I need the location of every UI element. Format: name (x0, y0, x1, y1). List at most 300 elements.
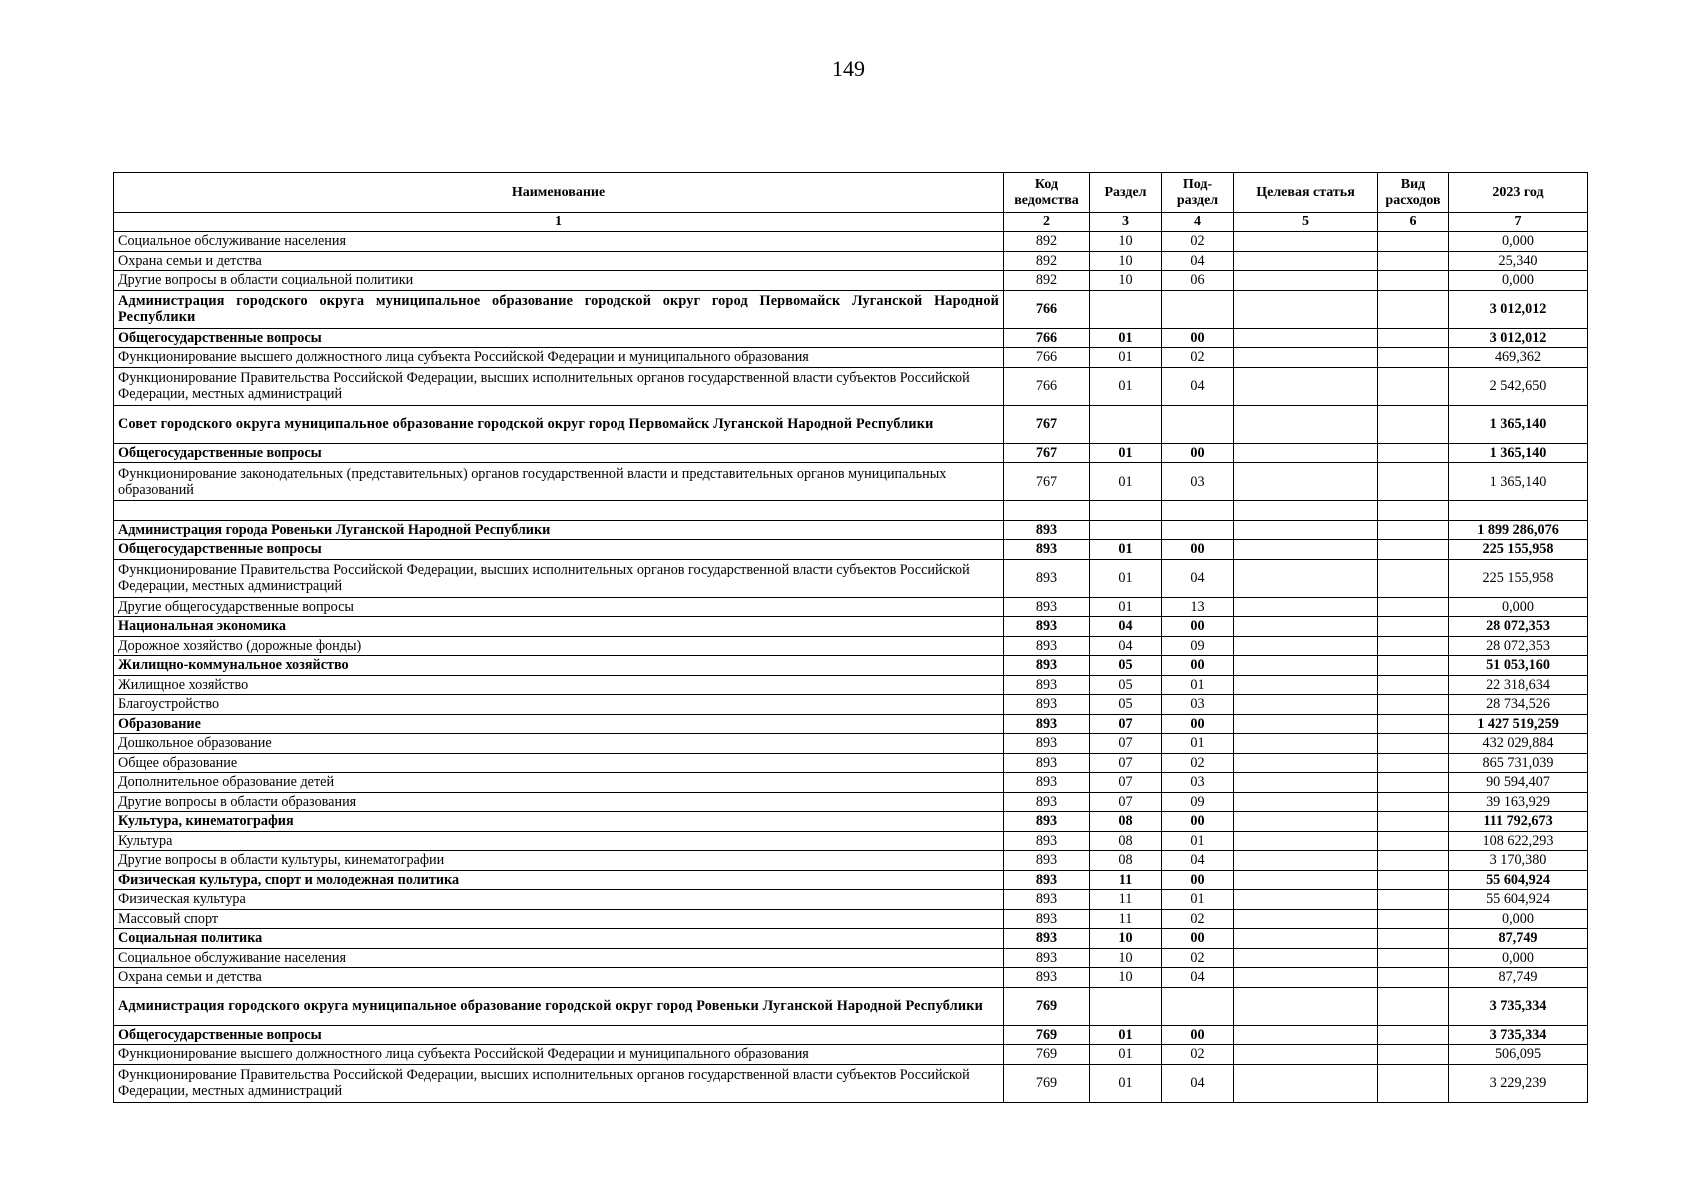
table-row (114, 251, 1588, 271)
table-row (114, 831, 1588, 851)
cell-podrazdel: 00 (1162, 443, 1234, 463)
column-number: 2 (1004, 213, 1090, 232)
cell-ved: 767 (1004, 443, 1090, 463)
cell-amount: 0,000 (1449, 271, 1588, 291)
cell-expense-type (1378, 559, 1449, 597)
cell-name: Социальная политика (114, 929, 1004, 949)
cell-target-article (1234, 405, 1378, 443)
table-row (114, 870, 1588, 890)
cell-ved: 893 (1004, 870, 1090, 890)
cell-target-article (1234, 463, 1378, 501)
table-row (114, 656, 1588, 676)
table-row (114, 540, 1588, 560)
cell-razdel: 07 (1090, 773, 1162, 793)
cell-podrazdel: 00 (1162, 617, 1234, 637)
cell-amount: 0,000 (1449, 948, 1588, 968)
cell-razdel: 01 (1090, 1025, 1162, 1045)
cell-amount: 0,000 (1449, 597, 1588, 617)
cell-podrazdel (1162, 405, 1234, 443)
cell-amount: 1 365,140 (1449, 443, 1588, 463)
header-vr: Вид расходов (1378, 173, 1449, 213)
cell-razdel: 01 (1090, 463, 1162, 501)
cell-target-article (1234, 987, 1378, 1025)
cell-razdel: 07 (1090, 753, 1162, 773)
cell-amount: 225 155,958 (1449, 540, 1588, 560)
cell-ved: 766 (1004, 367, 1090, 405)
cell-expense-type (1378, 812, 1449, 832)
cell-expense-type (1378, 367, 1449, 405)
cell-ved: 893 (1004, 753, 1090, 773)
cell-amount: 3 012,012 (1449, 290, 1588, 328)
header-ved: Код ведомства (1004, 173, 1090, 213)
table-row (114, 929, 1588, 949)
cell-expense-type (1378, 753, 1449, 773)
cell-razdel: 01 (1090, 540, 1162, 560)
cell-podrazdel: 03 (1162, 773, 1234, 793)
cell-expense-type (1378, 617, 1449, 637)
cell-podrazdel: 01 (1162, 734, 1234, 754)
cell-podrazdel: 04 (1162, 851, 1234, 871)
cell-ved (1004, 501, 1090, 521)
cell-ved: 893 (1004, 714, 1090, 734)
column-number: 3 (1090, 213, 1162, 232)
cell-amount: 1 427 519,259 (1449, 714, 1588, 734)
cell-podrazdel: 02 (1162, 753, 1234, 773)
cell-name: Функционирование высшего должностного лица субъекта Российской Федерации и муниципального образования (114, 348, 1004, 368)
cell-razdel: 08 (1090, 851, 1162, 871)
cell-expense-type (1378, 443, 1449, 463)
cell-podrazdel: 00 (1162, 540, 1234, 560)
cell-podrazdel: 01 (1162, 675, 1234, 695)
table-row (114, 443, 1588, 463)
cell-razdel: 10 (1090, 948, 1162, 968)
cell-razdel (1090, 520, 1162, 540)
cell-target-article (1234, 501, 1378, 521)
cell-podrazdel: 02 (1162, 909, 1234, 929)
cell-name: Социальное обслуживание населения (114, 232, 1004, 252)
table-row (114, 753, 1588, 773)
cell-amount: 55 604,924 (1449, 890, 1588, 910)
cell-target-article (1234, 636, 1378, 656)
cell-name: Совет городского округа муниципальное образование городской округ город Первомайск Луганской Народной Республики (114, 405, 1004, 443)
cell-name: Другие вопросы в области социальной политики (114, 271, 1004, 291)
cell-expense-type (1378, 328, 1449, 348)
cell-name: Охрана семьи и детства (114, 251, 1004, 271)
cell-amount: 39 163,929 (1449, 792, 1588, 812)
cell-expense-type (1378, 870, 1449, 890)
cell-name (114, 501, 1004, 521)
cell-razdel: 05 (1090, 695, 1162, 715)
cell-target-article (1234, 948, 1378, 968)
cell-amount: 55 604,924 (1449, 870, 1588, 890)
cell-amount: 28 734,526 (1449, 695, 1588, 715)
cell-name: Дорожное хозяйство (дорожные фонды) (114, 636, 1004, 656)
cell-amount: 432 029,884 (1449, 734, 1588, 754)
cell-target-article (1234, 1064, 1378, 1102)
column-number: 1 (114, 213, 1004, 232)
table-row (114, 405, 1588, 443)
cell-amount: 87,749 (1449, 968, 1588, 988)
cell-amount: 1 365,140 (1449, 405, 1588, 443)
cell-name: Физическая культура (114, 890, 1004, 910)
cell-expense-type (1378, 1045, 1449, 1065)
cell-ved: 893 (1004, 597, 1090, 617)
cell-name: Охрана семьи и детства (114, 968, 1004, 988)
cell-name: Общегосударственные вопросы (114, 443, 1004, 463)
cell-podrazdel: 01 (1162, 831, 1234, 851)
cell-podrazdel: 00 (1162, 656, 1234, 676)
cell-expense-type (1378, 929, 1449, 949)
cell-target-article (1234, 290, 1378, 328)
cell-name: Общее образование (114, 753, 1004, 773)
cell-name: Образование (114, 714, 1004, 734)
cell-razdel: 01 (1090, 597, 1162, 617)
cell-amount: 28 072,353 (1449, 617, 1588, 637)
cell-podrazdel: 03 (1162, 463, 1234, 501)
cell-razdel: 04 (1090, 617, 1162, 637)
cell-ved: 766 (1004, 290, 1090, 328)
cell-name: Общегосударственные вопросы (114, 328, 1004, 348)
table-row (114, 714, 1588, 734)
cell-expense-type (1378, 597, 1449, 617)
cell-razdel: 10 (1090, 232, 1162, 252)
cell-ved: 892 (1004, 251, 1090, 271)
table-row (114, 695, 1588, 715)
cell-expense-type (1378, 773, 1449, 793)
cell-target-article (1234, 251, 1378, 271)
cell-ved: 893 (1004, 929, 1090, 949)
cell-target-article (1234, 831, 1378, 851)
table-row (114, 636, 1588, 656)
cell-ved: 893 (1004, 520, 1090, 540)
cell-ved: 892 (1004, 232, 1090, 252)
table-row (114, 597, 1588, 617)
cell-razdel: 01 (1090, 443, 1162, 463)
cell-razdel: 04 (1090, 636, 1162, 656)
cell-amount: 28 072,353 (1449, 636, 1588, 656)
cell-amount: 87,749 (1449, 929, 1588, 949)
cell-podrazdel: 00 (1162, 812, 1234, 832)
budget-table (113, 172, 1588, 1103)
cell-expense-type (1378, 987, 1449, 1025)
cell-expense-type (1378, 1025, 1449, 1045)
cell-target-article (1234, 271, 1378, 291)
cell-target-article (1234, 773, 1378, 793)
cell-razdel (1090, 405, 1162, 443)
cell-ved: 892 (1004, 271, 1090, 291)
cell-razdel: 07 (1090, 792, 1162, 812)
cell-name: Администрация городского округа муниципальное образование городской округ город Ровеньки Луганской Народной Республики (114, 987, 1004, 1025)
cell-podrazdel: 01 (1162, 890, 1234, 910)
table-row (114, 501, 1588, 521)
cell-ved: 893 (1004, 734, 1090, 754)
cell-target-article (1234, 232, 1378, 252)
cell-podrazdel: 04 (1162, 367, 1234, 405)
cell-name: Жилищное хозяйство (114, 675, 1004, 695)
cell-podrazdel: 00 (1162, 929, 1234, 949)
cell-razdel: 01 (1090, 367, 1162, 405)
cell-target-article (1234, 870, 1378, 890)
table-row (114, 812, 1588, 832)
header-name: Наименование (114, 173, 1004, 213)
cell-expense-type (1378, 890, 1449, 910)
column-number: 4 (1162, 213, 1234, 232)
cell-razdel: 08 (1090, 831, 1162, 851)
cell-podrazdel: 04 (1162, 559, 1234, 597)
cell-ved: 893 (1004, 675, 1090, 695)
cell-amount: 2 542,650 (1449, 367, 1588, 405)
cell-podrazdel: 04 (1162, 251, 1234, 271)
cell-podrazdel: 02 (1162, 948, 1234, 968)
cell-name: Другие вопросы в области образования (114, 792, 1004, 812)
table-row (114, 1045, 1588, 1065)
cell-target-article (1234, 443, 1378, 463)
cell-ved: 893 (1004, 890, 1090, 910)
cell-ved: 767 (1004, 463, 1090, 501)
cell-target-article (1234, 792, 1378, 812)
cell-target-article (1234, 328, 1378, 348)
cell-ved: 893 (1004, 831, 1090, 851)
cell-name: Функционирование Правительства Российской Федерации, высших исполнительных органов государственной власти субъектов Российской Федерации, местных администраций (114, 559, 1004, 597)
cell-expense-type (1378, 271, 1449, 291)
cell-podrazdel: 02 (1162, 232, 1234, 252)
cell-amount: 865 731,039 (1449, 753, 1588, 773)
cell-podrazdel: 00 (1162, 714, 1234, 734)
cell-expense-type (1378, 792, 1449, 812)
cell-ved: 893 (1004, 656, 1090, 676)
cell-razdel: 11 (1090, 890, 1162, 910)
cell-expense-type (1378, 851, 1449, 871)
cell-ved: 769 (1004, 1045, 1090, 1065)
cell-ved: 769 (1004, 1064, 1090, 1102)
cell-ved: 893 (1004, 695, 1090, 715)
cell-target-article (1234, 617, 1378, 637)
cell-razdel: 07 (1090, 734, 1162, 754)
table-row (114, 890, 1588, 910)
cell-name: Функционирование законодательных (представительных) органов государственной власти и представительных органов муниципальных образований (114, 463, 1004, 501)
cell-amount: 0,000 (1449, 232, 1588, 252)
cell-name: Культура (114, 831, 1004, 851)
cell-amount: 25,340 (1449, 251, 1588, 271)
table-row (114, 520, 1588, 540)
cell-razdel: 01 (1090, 559, 1162, 597)
cell-razdel (1090, 987, 1162, 1025)
cell-name: Массовый спорт (114, 909, 1004, 929)
table-row (114, 792, 1588, 812)
table-row (114, 987, 1588, 1025)
cell-razdel: 05 (1090, 675, 1162, 695)
cell-target-article (1234, 520, 1378, 540)
cell-expense-type (1378, 968, 1449, 988)
cell-razdel: 01 (1090, 1064, 1162, 1102)
table-row (114, 909, 1588, 929)
cell-target-article (1234, 851, 1378, 871)
cell-amount: 22 318,634 (1449, 675, 1588, 695)
cell-expense-type (1378, 714, 1449, 734)
cell-amount: 90 594,407 (1449, 773, 1588, 793)
cell-name: Физическая культура, спорт и молодежная политика (114, 870, 1004, 890)
cell-amount (1449, 501, 1588, 521)
cell-ved: 893 (1004, 792, 1090, 812)
cell-podrazdel (1162, 501, 1234, 521)
column-number-row (114, 213, 1588, 232)
cell-expense-type (1378, 734, 1449, 754)
cell-name: Администрация города Ровеньки Луганской Народной Республики (114, 520, 1004, 540)
cell-razdel: 01 (1090, 348, 1162, 368)
cell-target-article (1234, 559, 1378, 597)
cell-expense-type (1378, 540, 1449, 560)
cell-target-article (1234, 714, 1378, 734)
cell-target-article (1234, 367, 1378, 405)
cell-name: Национальная экономика (114, 617, 1004, 637)
cell-target-article (1234, 695, 1378, 715)
cell-amount: 469,362 (1449, 348, 1588, 368)
cell-expense-type (1378, 348, 1449, 368)
cell-target-article (1234, 753, 1378, 773)
cell-target-article (1234, 968, 1378, 988)
cell-podrazdel (1162, 520, 1234, 540)
cell-expense-type (1378, 290, 1449, 328)
cell-ved: 769 (1004, 1025, 1090, 1045)
cell-target-article (1234, 656, 1378, 676)
cell-name: Дошкольное образование (114, 734, 1004, 754)
cell-amount: 51 053,160 (1449, 656, 1588, 676)
cell-ved: 893 (1004, 540, 1090, 560)
cell-ved: 893 (1004, 617, 1090, 637)
cell-razdel: 07 (1090, 714, 1162, 734)
cell-expense-type (1378, 909, 1449, 929)
cell-razdel: 05 (1090, 656, 1162, 676)
cell-razdel: 10 (1090, 968, 1162, 988)
cell-expense-type (1378, 501, 1449, 521)
cell-name: Жилищно-коммунальное хозяйство (114, 656, 1004, 676)
cell-name: Функционирование Правительства Российской Федерации, высших исполнительных органов государственной власти субъектов Российской Федерации, местных администраций (114, 367, 1004, 405)
cell-razdel: 10 (1090, 251, 1162, 271)
cell-expense-type (1378, 405, 1449, 443)
cell-razdel: 11 (1090, 909, 1162, 929)
cell-razdel: 10 (1090, 271, 1162, 291)
cell-podrazdel: 13 (1162, 597, 1234, 617)
cell-name: Другие вопросы в области культуры, кинематографии (114, 851, 1004, 871)
cell-podrazdel: 04 (1162, 1064, 1234, 1102)
cell-target-article (1234, 1025, 1378, 1045)
cell-podrazdel: 00 (1162, 870, 1234, 890)
cell-name: Другие общегосударственные вопросы (114, 597, 1004, 617)
cell-ved: 893 (1004, 773, 1090, 793)
table-row (114, 559, 1588, 597)
cell-podrazdel: 09 (1162, 792, 1234, 812)
cell-podrazdel: 02 (1162, 1045, 1234, 1065)
cell-ved: 893 (1004, 559, 1090, 597)
cell-ved: 893 (1004, 968, 1090, 988)
cell-target-article (1234, 890, 1378, 910)
header-cs: Целевая статья (1234, 173, 1378, 213)
cell-expense-type (1378, 831, 1449, 851)
column-number: 6 (1378, 213, 1449, 232)
table-row (114, 675, 1588, 695)
table-row (114, 328, 1588, 348)
table-row (114, 773, 1588, 793)
cell-expense-type (1378, 520, 1449, 540)
cell-expense-type (1378, 695, 1449, 715)
cell-expense-type (1378, 656, 1449, 676)
cell-target-article (1234, 734, 1378, 754)
table-row (114, 232, 1588, 252)
cell-razdel: 01 (1090, 1045, 1162, 1065)
cell-ved: 893 (1004, 909, 1090, 929)
cell-target-article (1234, 597, 1378, 617)
cell-expense-type (1378, 675, 1449, 695)
table-row (114, 1064, 1588, 1102)
table-body (114, 232, 1588, 1103)
cell-ved: 769 (1004, 987, 1090, 1025)
cell-razdel (1090, 501, 1162, 521)
table-row (114, 617, 1588, 637)
cell-podrazdel: 04 (1162, 968, 1234, 988)
cell-razdel: 08 (1090, 812, 1162, 832)
table-row (114, 290, 1588, 328)
cell-razdel: 11 (1090, 870, 1162, 890)
cell-ved: 893 (1004, 948, 1090, 968)
cell-ved: 893 (1004, 851, 1090, 871)
cell-target-article (1234, 909, 1378, 929)
table-row (114, 1025, 1588, 1045)
cell-target-article (1234, 1045, 1378, 1065)
cell-amount: 3 735,334 (1449, 987, 1588, 1025)
cell-amount: 3 735,334 (1449, 1025, 1588, 1045)
table-row (114, 271, 1588, 291)
cell-expense-type (1378, 1064, 1449, 1102)
cell-podrazdel: 00 (1162, 328, 1234, 348)
cell-expense-type (1378, 463, 1449, 501)
cell-razdel: 01 (1090, 328, 1162, 348)
cell-amount: 506,095 (1449, 1045, 1588, 1065)
header-razdel: Раздел (1090, 173, 1162, 213)
cell-target-article (1234, 540, 1378, 560)
cell-podrazdel (1162, 290, 1234, 328)
cell-ved: 767 (1004, 405, 1090, 443)
cell-expense-type (1378, 948, 1449, 968)
cell-amount: 3 229,239 (1449, 1064, 1588, 1102)
cell-ved: 766 (1004, 328, 1090, 348)
cell-name: Социальное обслуживание населения (114, 948, 1004, 968)
table-row (114, 367, 1588, 405)
cell-expense-type (1378, 232, 1449, 252)
cell-podrazdel: 00 (1162, 1025, 1234, 1045)
cell-name: Общегосударственные вопросы (114, 1025, 1004, 1045)
column-number: 7 (1449, 213, 1588, 232)
cell-ved: 766 (1004, 348, 1090, 368)
cell-razdel: 10 (1090, 929, 1162, 949)
cell-expense-type (1378, 636, 1449, 656)
cell-podrazdel: 03 (1162, 695, 1234, 715)
cell-name: Администрация городского округа муниципальное образование городской округ город Первомайск Луганской Народной Республики (114, 290, 1004, 328)
cell-amount: 1 365,140 (1449, 463, 1588, 501)
cell-name: Общегосударственные вопросы (114, 540, 1004, 560)
table-row (114, 734, 1588, 754)
cell-target-article (1234, 812, 1378, 832)
cell-target-article (1234, 675, 1378, 695)
header-podrazdel: Под-раздел (1162, 173, 1234, 213)
cell-name: Благоустройство (114, 695, 1004, 715)
cell-podrazdel: 02 (1162, 348, 1234, 368)
table-row (114, 968, 1588, 988)
cell-podrazdel: 06 (1162, 271, 1234, 291)
cell-name: Функционирование Правительства Российской Федерации, высших исполнительных органов государственной власти субъектов Российской Федерации, местных администраций (114, 1064, 1004, 1102)
cell-razdel (1090, 290, 1162, 328)
cell-ved: 893 (1004, 636, 1090, 656)
header-amount: 2023 год (1449, 173, 1588, 213)
